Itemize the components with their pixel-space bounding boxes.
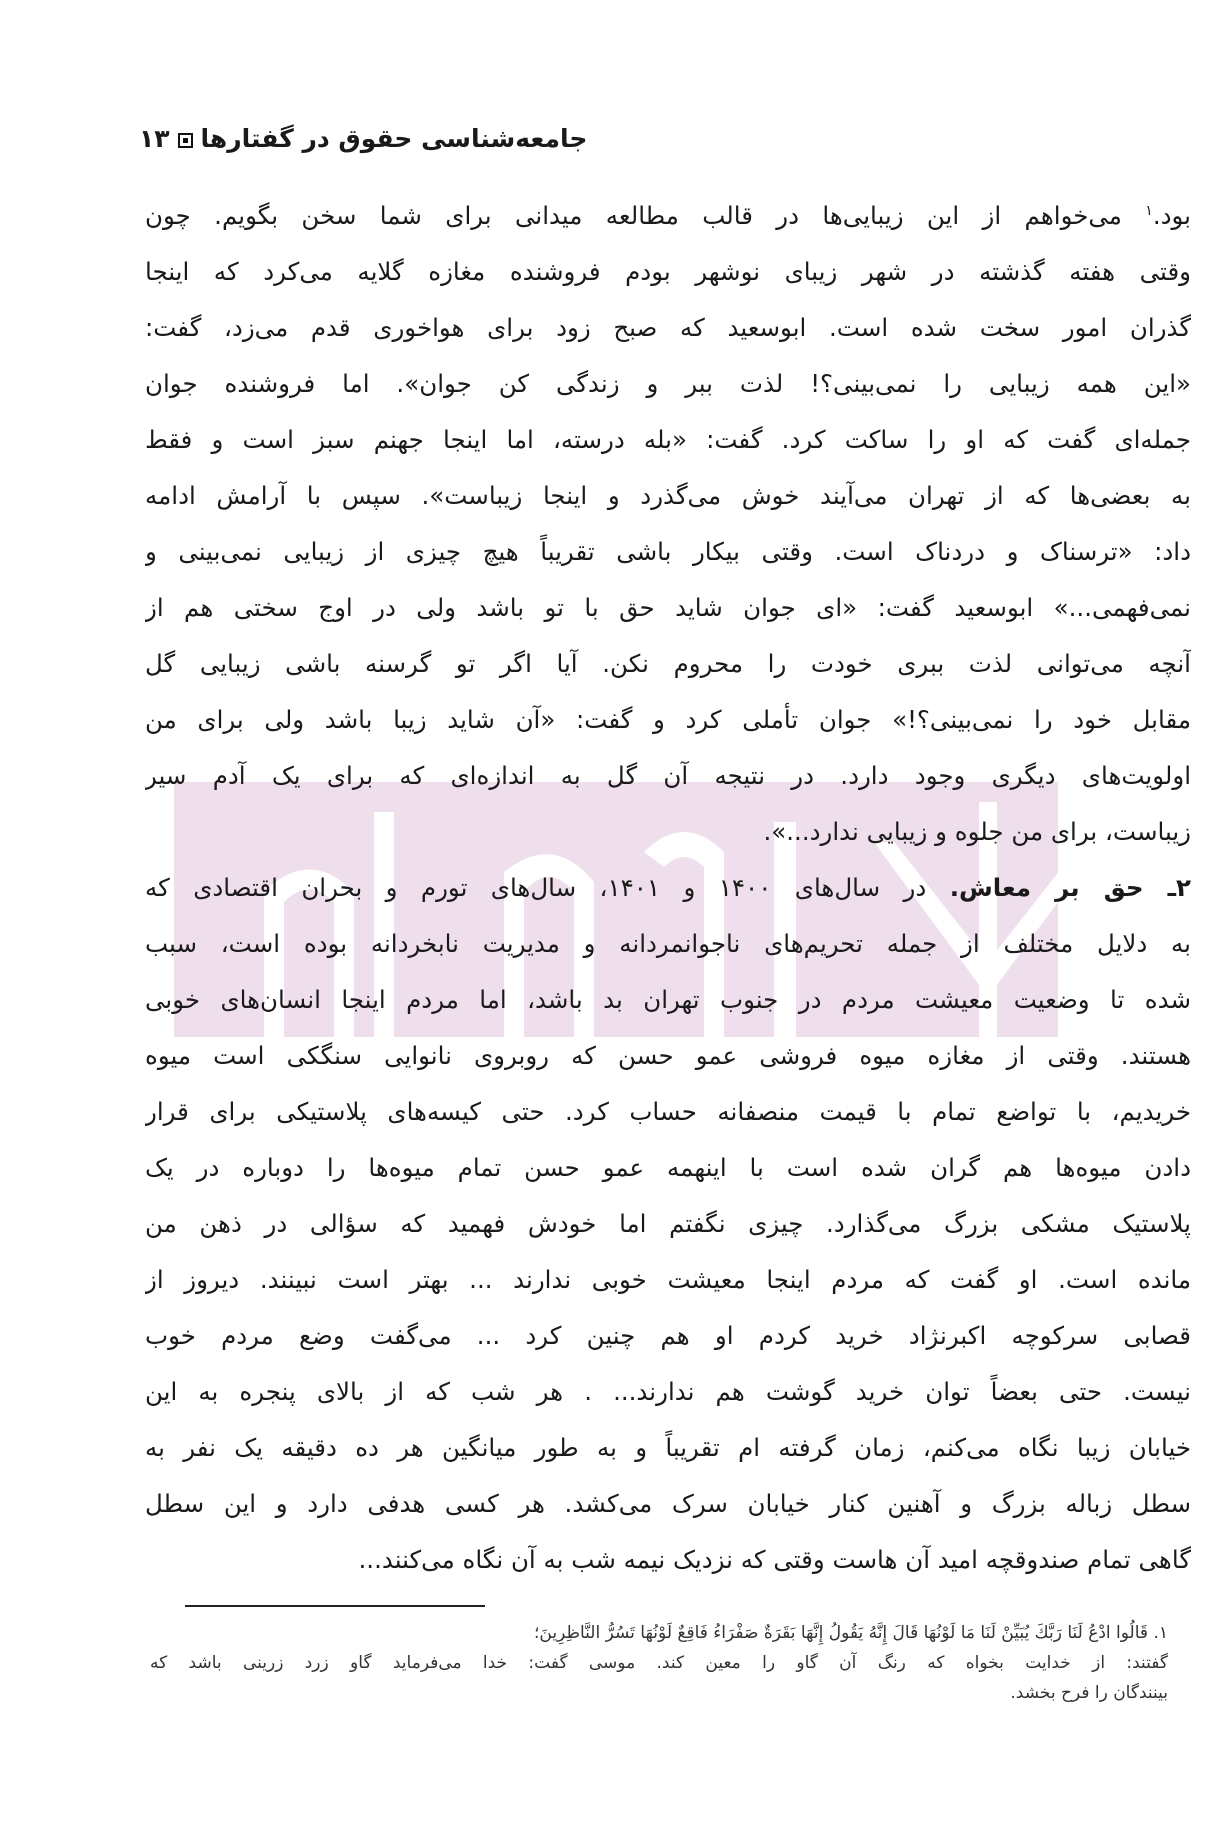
text-line: قصابی سرکوچه اکبرنژاد خرید کردم او هم چنین کرد ... می‌گفت وضع مردم خوب — [145, 1321, 1191, 1350]
page-number: ۱۳ — [139, 124, 170, 153]
footnote-line: ۱. قَالُوا ادْعُ لَنَا رَبَّكَ يُبَيِّنْ لَنَا مَا لَوْنُهَا قَالَ إِنَّهُ يَقُولُ إِنَّهَا بَقَرَةٌ صَفْرَاءُ فَاقِعٌ لَوْنُهَا تَسُرُّ النَّاظِرِينَ؛ — [534, 1623, 1168, 1643]
square-bullet-icon — [178, 133, 193, 148]
text-line: خیابان زیبا نگاه می‌کنم، زمان گرفته ام تقریباً و به طور میانگین هر ده دقیقه یک نفر به — [145, 1433, 1191, 1462]
text-line: دادن میوه‌ها هم گران شده است با اینهمه عمو حسن تمام میوه‌ها را دوباره در یک — [145, 1153, 1191, 1182]
text-line: وقتی هفته گذشته در شهر زیبای نوشهر بودم فروشنده مغازه گلایه می‌کرد که اینجا — [145, 257, 1191, 286]
text-line: زیباست، برای من جلوه و زیبایی ندارد...». — [763, 817, 1191, 846]
section-heading: ۲ـ حق بر معاش. — [949, 873, 1191, 902]
body-text — [145, 188, 1191, 1588]
text-line: خریدیم، با تواضع تمام با قیمت منصفانه حساب کرد. حتی کیسه‌های پلاستیکی برای قرار — [145, 1097, 1191, 1126]
text-line: «این همه زیبایی را نمی‌بینی؟! لذت ببر و زندگی کن جوان». اما فروشنده جوان — [145, 369, 1191, 398]
text-line: شده تا وضعیت معیشت مردم در جنوب تهران بد باشد، اما مردم اینجا انسان‌های خوبی — [145, 985, 1191, 1014]
text-line: پلاستیک مشکی بزرگ می‌گذارد. چیزی نگفتم اما خودش فهمید که سؤالی در ذهن من — [145, 1209, 1191, 1238]
line-text: بود. — [1152, 201, 1191, 230]
text-line: مانده است. او گفت که مردم اینجا معیشت خوبی ندارند ... بهتر است نبینند. دیروز از — [145, 1265, 1191, 1294]
footnote-line: بینندگان را فرح بخشد. — [1010, 1683, 1168, 1703]
footnote-divider — [185, 1605, 485, 1607]
header-title: جامعه‌شناسی حقوق در گفتارها — [200, 124, 588, 153]
line-text: می‌خواهم از این زیبایی‌ها در قالب مطالعه میدانی برای شما سخن بگویم. چون — [145, 201, 1146, 230]
text-line: گاهی تمام صندوقچه امید آن هاست وقتی که نزدیک نیمه شب به آن نگاه می‌کنند... — [358, 1545, 1191, 1574]
section-first-line — [145, 860, 1191, 916]
text-line: به بعضی‌ها که از تهران می‌آیند خوش می‌گذرد و اینجا زیباست». سپس با آرامش ادامه — [145, 481, 1191, 510]
text-line: داد: «ترسناک و دردناک است. وقتی بیکار باشی تقریباً هیچ چیزی از زیبایی نمی‌بینی و — [145, 537, 1191, 566]
text-line: هستند. وقتی از مغازه میوه فروشی عمو حسن که روبروی نانوایی سنگکی است میوه — [145, 1041, 1191, 1070]
running-header — [139, 124, 587, 153]
line-text: در سال‌های ۱۴۰۰ و ۱۴۰۱، سال‌های تورم و بحران اقتصادی که — [145, 873, 950, 902]
text-line: آنچه می‌توانی لذت ببری خودت را محروم نکن. آیا اگر تو گرسنه باشی زیبایی گل — [145, 649, 1191, 678]
text-line: جمله‌ای گفت که او را ساکت کرد. گفت: «بله درسته، اما اینجا جهنم سبز است و فقط — [145, 425, 1191, 454]
footnote — [150, 1618, 1168, 1708]
text-line: مقابل خود را نمی‌بینی؟!» جوان تأملی کرد و گفت: «آن شاید زیبا باشد ولی برای من — [145, 705, 1191, 734]
text-line: اولویت‌های دیگری وجود دارد. در نتیجه آن گل به اندازه‌ای که برای یک آدم سیر — [145, 761, 1191, 790]
footnote-reference[interactable]: ۱ — [1145, 202, 1153, 219]
text-line: سطل زباله بزرگ و آهنین کنار خیابان سرک می‌کشد. هر کسی هدفی دارد و این سطل — [145, 1489, 1191, 1518]
text-line: به دلایل مختلف از جمله تحریم‌های ناجوانمردانه و مدیریت نابخردانه بوده است، سبب — [145, 929, 1191, 958]
text-line — [145, 188, 1191, 244]
text-line: نیست. حتی بعضاً توان خرید گوشت هم ندارند... . هر شب که از بالای پنجره به این — [145, 1377, 1191, 1406]
text-line: نمی‌فهمی...» ابوسعید گفت: «ای جوان شاید حق با تو باشد ولی در اوج سختی هم از — [145, 593, 1191, 622]
text-line: گذران امور سخت شده است. ابوسعید که صبح زود برای هواخوری قدم می‌زد، گفت: — [145, 313, 1191, 342]
footnote-line: گفتند: از خدایت بخواه که رنگ آن گاو را معین کند. موسی گفت: خدا می‌فرماید گاو زرد زرینی باشد که — [150, 1653, 1168, 1673]
